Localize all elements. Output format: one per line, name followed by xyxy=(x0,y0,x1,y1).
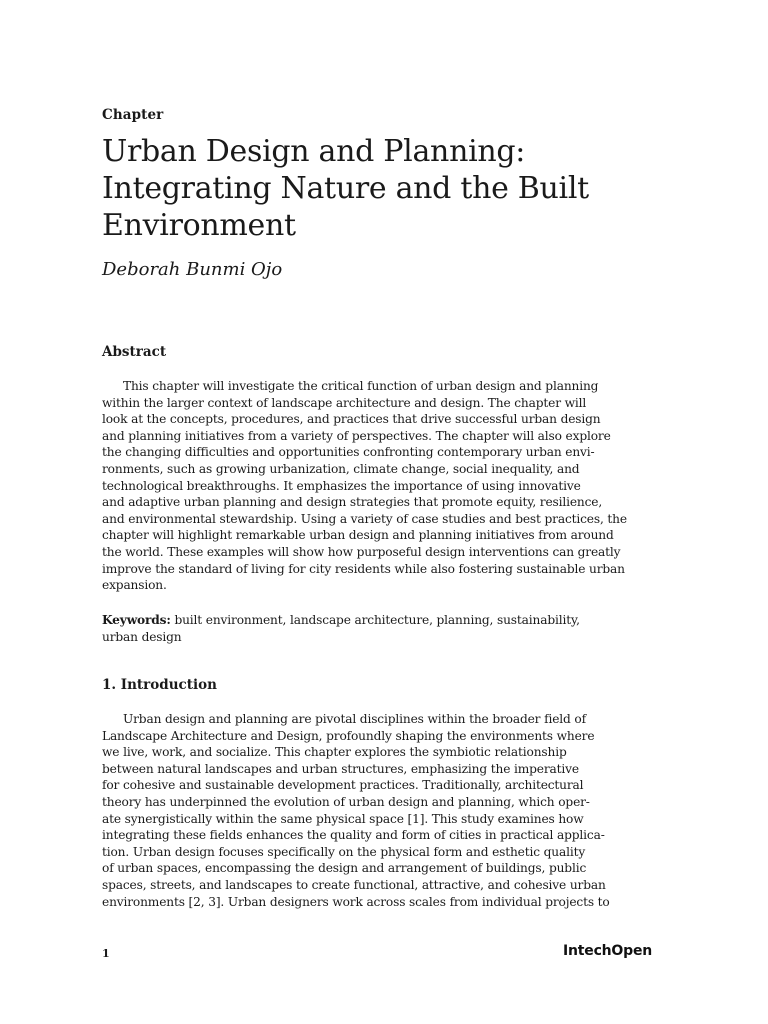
abstract-line: the changing difficulties and opportunities confronting contemporary urban envi- xyxy=(102,445,595,460)
title-line: Integrating Nature and the Built xyxy=(102,171,589,206)
abstract-line: improve the standard of living for city residents while also fostering sustainable urban xyxy=(102,561,625,576)
introduction-line: we live, work, and socialize. This chapter explores the symbiotic relationship xyxy=(102,745,567,760)
introduction-line: integrating these fields enhances the quality and form of cities in practical applica- xyxy=(102,828,605,843)
abstract-line: and adaptive urban planning and design strategies that promote equity, resilience, xyxy=(102,495,603,510)
keywords-list: built environment, landscape architecture, planning, sustainability, xyxy=(170,613,580,627)
keywords-block xyxy=(102,612,662,645)
chapter-title xyxy=(102,133,662,244)
abstract-heading: Abstract xyxy=(102,344,167,360)
introduction-line: of urban spaces, encompassing the design and arrangement of buildings, public xyxy=(102,861,587,876)
keywords-label: Keywords: xyxy=(102,613,171,627)
introduction-line: Landscape Architecture and Design, profoundly shaping the environments where xyxy=(102,728,595,743)
introduction-line: Urban design and planning are pivotal disciplines within the broader field of xyxy=(123,712,586,726)
chapter-label: Chapter xyxy=(102,107,164,123)
introduction-line: spaces, streets, and landscapes to create functional, attractive, and cohesive urban xyxy=(102,877,606,892)
abstract-line: the world. These examples will show how purposeful design interventions can greatly xyxy=(102,544,621,559)
introduction-paragraph xyxy=(102,711,662,910)
title-line: Urban Design and Planning: xyxy=(102,134,526,169)
abstract-line: This chapter will investigate the critical function of urban design and planning xyxy=(123,379,599,393)
introduction-line: environments [2, 3]. Urban designers work across scales from individual projects to xyxy=(102,894,610,909)
introduction-line: ate synergistically within the same physical space [1]. This study examines how xyxy=(102,811,584,826)
section-heading-introduction: 1. Introduction xyxy=(102,677,217,693)
introduction-line: tion. Urban design focuses specifically on the physical form and esthetic quality xyxy=(102,844,586,859)
introduction-line: for cohesive and sustainable development practices. Traditionally, architectural xyxy=(102,778,584,793)
introduction-line: theory has underpinned the evolution of urban design and planning, which oper- xyxy=(102,794,590,809)
introduction-line: between natural landscapes and urban structures, emphasizing the imperative xyxy=(102,761,579,776)
abstract-line: technological breakthroughs. It emphasizes the importance of using innovative xyxy=(102,478,581,493)
keywords-line: urban design xyxy=(102,629,182,644)
abstract-paragraph xyxy=(102,378,662,594)
abstract-line: and environmental stewardship. Using a variety of case studies and best practices, the xyxy=(102,511,627,526)
abstract-line: look at the concepts, procedures, and practices that drive successful urban design xyxy=(102,412,601,427)
abstract-line: chapter will highlight remarkable urban design and planning initiatives from around xyxy=(102,528,614,543)
page-number: 1 xyxy=(102,947,110,960)
keywords-line xyxy=(102,612,662,629)
abstract-line: and planning initiatives from a variety of perspectives. The chapter will also explore xyxy=(102,428,611,443)
abstract-line: expansion. xyxy=(102,578,167,593)
title-line: Environment xyxy=(102,208,296,243)
abstract-line: ronments, such as growing urbanization, climate change, social inequality, and xyxy=(102,461,580,476)
author-name: Deborah Bunmi Ojo xyxy=(102,259,283,280)
publisher-logo: IntechOpen xyxy=(563,943,653,959)
abstract-line: within the larger context of landscape architecture and design. The chapter will xyxy=(102,395,587,410)
